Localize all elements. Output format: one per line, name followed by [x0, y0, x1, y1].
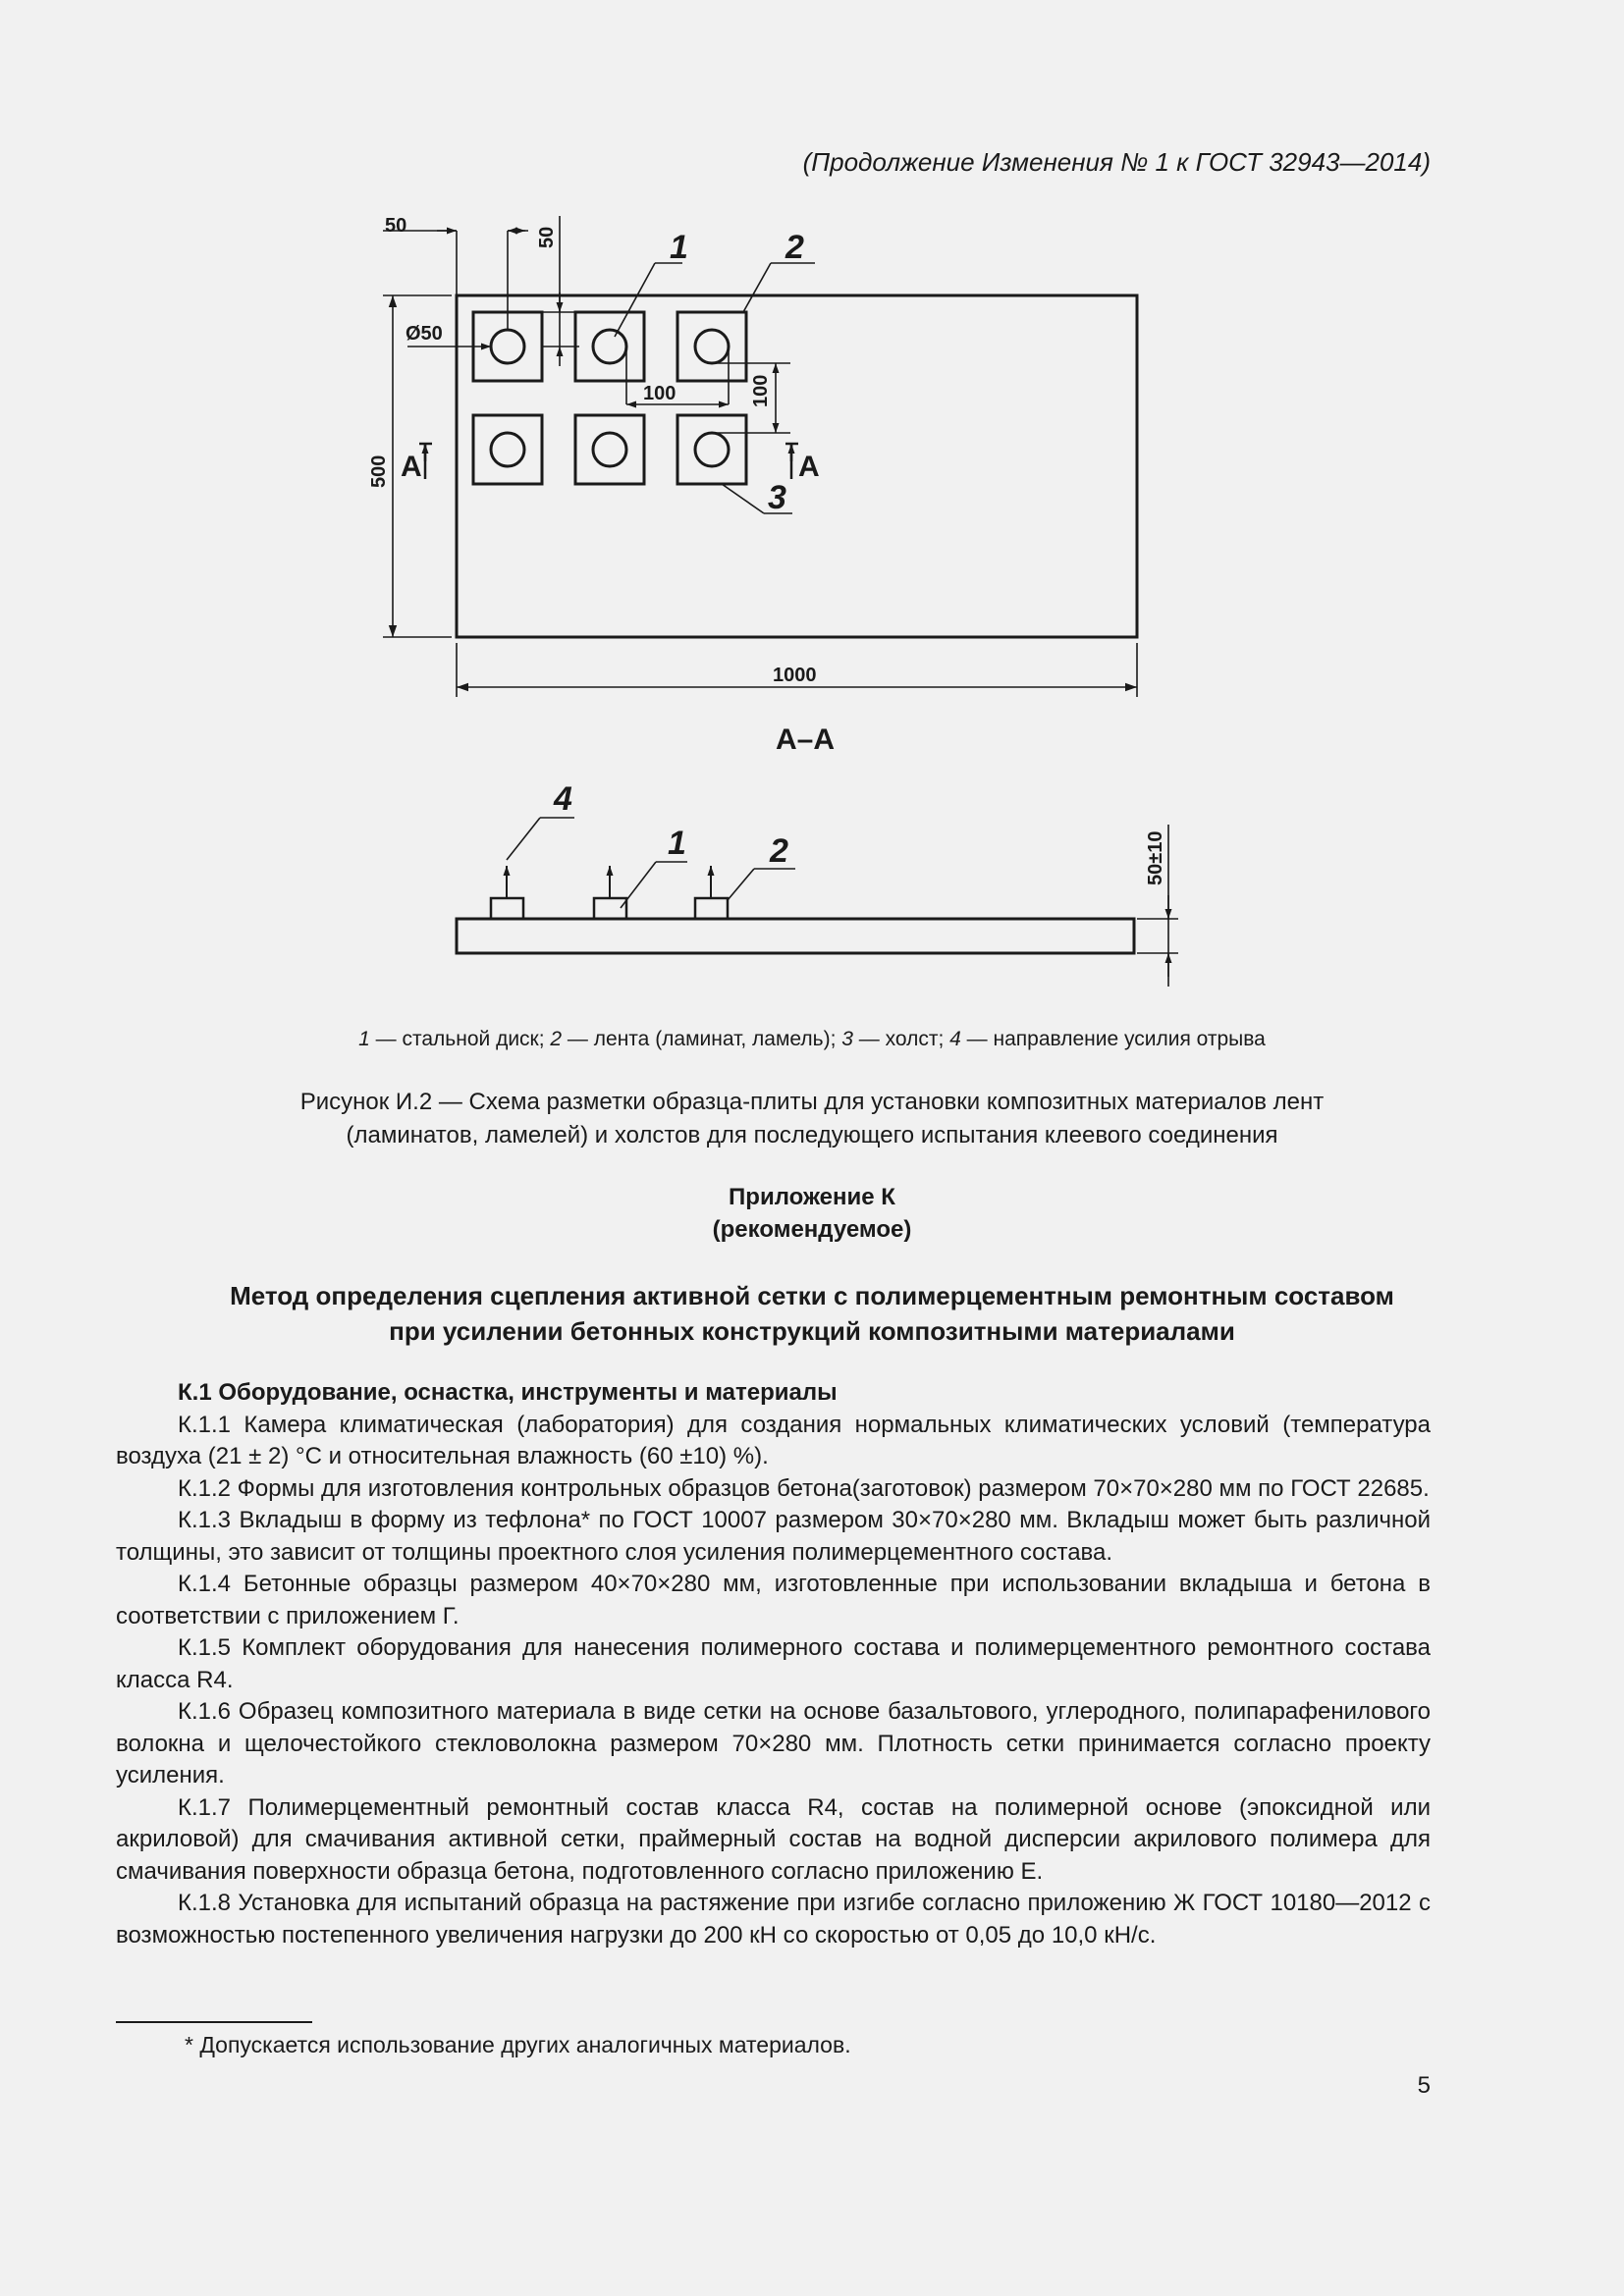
page-number: 5 [1417, 2072, 1431, 2099]
section-view [457, 818, 1178, 987]
footnote: * Допускается использование других аналогичных материалов. [185, 2032, 851, 2057]
figure-caption-line: (ламинатов, ламелей) и холстов для последующего испытания клеевого соединения [346, 1122, 1278, 1148]
dim-spacing-h: 100 [643, 383, 677, 404]
dim-spacing-v: 100 [750, 374, 772, 407]
legend-text: — стальной диск; [369, 1028, 551, 1050]
label-3: 3 [768, 479, 786, 516]
appendix-subtitle: (рекомендуемое) [712, 1216, 912, 1243]
sec-label-4: 4 [554, 780, 572, 818]
technical-drawing [0, 0, 1624, 1021]
figure-caption-line: Рисунок И.2 — Схема разметки образца-плиты для установки композитных материалов лент [299, 1089, 1325, 1115]
paragraph: К.1.1 Камера климатическая (лаборатория) для создания нормальных климатических условий (температура воздуха (21 ± 2) °С и относительная влажность (60 ±10) %). [116, 1411, 1431, 1469]
label-1: 1 [670, 229, 688, 266]
paragraph: К.1.6 Образец композитного материала в виде сетки на основе базальтового, углеродного, полипарафенилового волокна и щелочестойкого стекловолокна размером 70×280 мм. Плотность сетки принимается согласно проекту усиления. [116, 1698, 1431, 1789]
paragraph: К.1.2 Формы для изготовления контрольных образцов бетона(заготовок) размером 70×70×280 мм по ГОСТ 22685. [178, 1474, 1430, 1502]
method-title-line: Метод определения сцепления активной сетки с полимерцементным ремонтным составом [230, 1281, 1394, 1310]
label-2: 2 [785, 229, 804, 266]
paragraph: К.1.7 Полимерцементный ремонтный состав класса R4, состав на полимерной основе (эпоксидной или акриловой) для смачивания активной сетки, праймерный состав на водной дисперсии акрилового полимера для смачивания поверхности образца бетона, подготовленного согласно приложению Е. [116, 1793, 1431, 1885]
section-mark-left: А [401, 451, 422, 483]
method-title-line: при усилении бетонных конструкций композитными материалами [389, 1316, 1235, 1346]
appendix-title: Приложение К [729, 1184, 895, 1210]
dim-thickness: 50±10 [1145, 830, 1166, 885]
method-title [128, 1278, 1496, 1349]
section-marks [419, 444, 798, 479]
paragraph: К.1.5 Комплект оборудования для нанесения полимерного состава и полимерцементного ремонтного состава класса R4. [116, 1634, 1431, 1693]
legend-text: — холст; [852, 1028, 950, 1050]
legend-num: 3 [841, 1028, 853, 1050]
legend-text: — лента (ламинат, ламель); [562, 1028, 842, 1050]
dim-height: 500 [368, 454, 390, 488]
section-title: А–А [776, 723, 836, 756]
legend-num: 1 [358, 1028, 370, 1050]
footnote-rule [116, 2021, 312, 2023]
paragraph: К.1.4 Бетонные образцы размером 40×70×280 мм, изготовленные при использовании вкладыша и бетона в соответствии с приложением Г. [116, 1571, 1431, 1629]
section-heading: К.1 Оборудование, оснастка, инструменты и материалы [178, 1379, 838, 1406]
paragraph: К.1.8 Установка для испытаний образца на растяжение при изгибе согласно приложению Ж ГОСТ 10180—2012 с возможностью постепенного увеличения нагрузки до 200 кН со скоростью от 0,05 до 10,0 кН/с. [116, 1890, 1431, 1949]
figure-caption [196, 1086, 1428, 1152]
legend-num: 2 [550, 1028, 563, 1050]
legend-num: 4 [949, 1028, 961, 1050]
dim-diameter: Ø50 [406, 323, 443, 345]
dim-top-offset: 50 [536, 226, 558, 248]
sec-label-1: 1 [668, 825, 686, 862]
disk-markings [473, 312, 746, 484]
dim-left-offset: 50 [385, 215, 407, 237]
legend-text: — направление усилия отрыва [960, 1028, 1266, 1050]
body-text [116, 1377, 1431, 1951]
section-mark-right: А [798, 451, 820, 483]
sec-label-2: 2 [770, 832, 788, 870]
running-header: (Продолжение Изменения № 1 к ГОСТ 32943—2014) [802, 147, 1431, 177]
paragraph: К.1.3 Вкладыш в форму из тефлона* по ГОСТ 10007 размером 30×70×280 мм. Вкладыш может быть различной толщины, это зависит от толщины проектного слоя усиления полимерцементного состава. [116, 1507, 1431, 1566]
dim-width: 1000 [773, 665, 817, 686]
figure-legend [0, 1028, 1624, 1051]
